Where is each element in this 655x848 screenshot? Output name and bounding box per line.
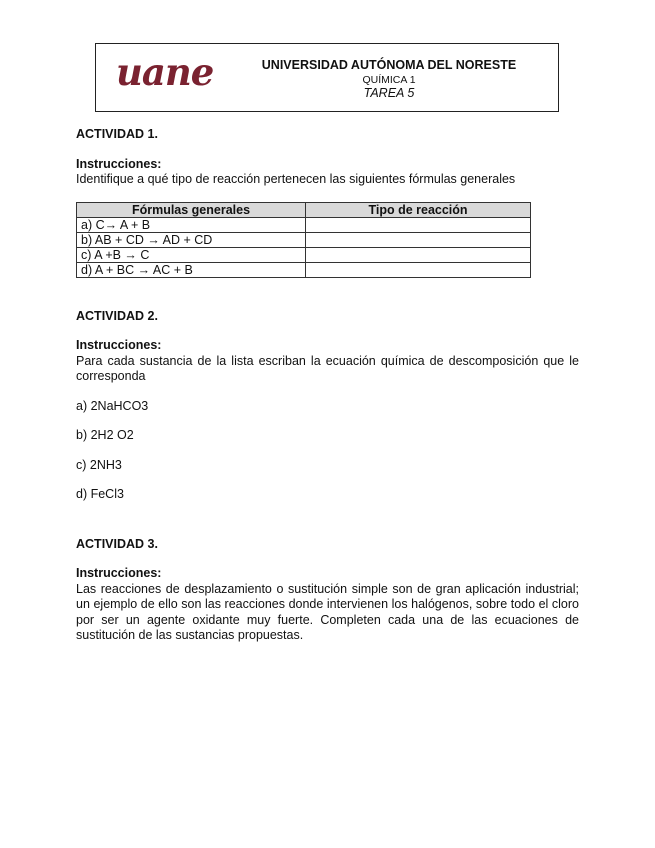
formula-cell: d) A + BC → AC + B — [77, 262, 306, 277]
activity-2-title: ACTIVIDAD 2. — [76, 308, 158, 323]
table-header-reaction-type: Tipo de reacción — [306, 202, 531, 217]
activity-1-instructions: Identifique a qué tipo de reacción pertenecen las siguientes fórmulas generales — [76, 172, 516, 186]
list-item: b) 2H2 O2 — [76, 428, 134, 442]
activity-2-instructions-label: Instrucciones: — [76, 338, 162, 352]
formula-cell: b) AB + CD → AD + CD — [77, 232, 306, 247]
list-item: a) 2NaHCO3 — [76, 398, 149, 413]
formula-cell: a) C→ A + B — [77, 217, 306, 232]
activity-3-title: ACTIVIDAD 3. — [76, 536, 158, 551]
reaction-type-cell[interactable] — [306, 232, 531, 247]
activity-2-instructions: Para cada sustancia de la lista escriban la ecuación química de descomposición que le corresponda — [76, 353, 579, 383]
list-item: c) 2NH3 — [76, 457, 122, 472]
uane-logo: uane — [116, 50, 214, 94]
list-item: d) FeCl3 — [76, 487, 124, 501]
university-name: UNIVERSIDAD AUTÓNOMA DEL NORESTE — [261, 58, 517, 72]
formulas-table — [76, 202, 531, 278]
reaction-type-cell[interactable] — [306, 217, 531, 232]
formula-cell: c) A +B → C — [77, 247, 306, 262]
table-row — [77, 232, 531, 247]
table-header-row — [77, 202, 531, 217]
reaction-type-cell[interactable] — [306, 262, 531, 277]
course-name: QUÍMICA 1 — [362, 74, 416, 86]
document-body — [76, 127, 579, 644]
table-header-formulas: Fórmulas generales — [77, 202, 306, 217]
activity-3-instructions-label: Instrucciones: — [76, 566, 162, 580]
document-header — [95, 43, 559, 112]
activity-1-title: ACTIVIDAD 1. — [76, 127, 158, 141]
activity-1-instructions-label: Instrucciones: — [76, 156, 162, 171]
table-row — [77, 247, 531, 262]
table-row — [77, 217, 531, 232]
activity-3-instructions: Las reacciones de desplazamiento o sustitución simple son de gran aplicación industrial; un ejemplo de ello son las reacciones donde intervienen los halógenos, sobre todo el cloro por ser un agente oxidante muy fuerte. Completen cada una de las ecuaciones de sustitución de las sustancias propuestas. — [76, 581, 579, 642]
task-title: TAREA 5 — [363, 86, 415, 100]
reaction-type-cell[interactable] — [306, 247, 531, 262]
table-row — [77, 262, 531, 277]
